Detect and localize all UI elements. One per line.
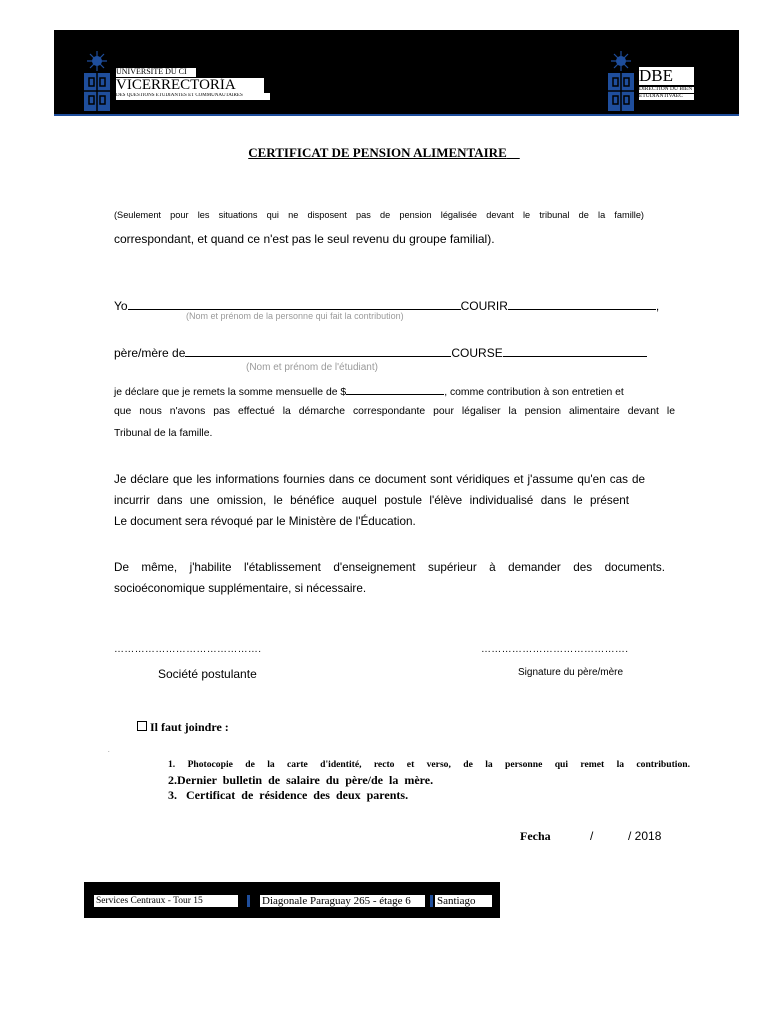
dbe-subtitle-line1: DIRECTION DU BIEN [639, 87, 693, 92]
attach-item-3: 3. Certificat de résidence des deux parents. [168, 788, 409, 802]
signature-dots-left: ……………………………………. [114, 644, 262, 655]
footer-city: Santiago [435, 895, 492, 907]
intro-line-2: correspondant, et quand ce n'est pas le seul revenu du groupe familial). [114, 232, 495, 246]
footer-address: Diagonale Paraguay 265 - étage 6 [260, 895, 425, 907]
footer-office: Services Centraux - Tour 15 [94, 895, 238, 907]
attach-heading: Il faut joindre : [137, 720, 229, 735]
truth-line-1: Je déclare que les informations fournies dans ce document sont véridiques et j'assume qu'en cas de [114, 473, 645, 486]
university-crest-icon [606, 42, 636, 122]
university-name: UNIVERSITÉ DU CI [116, 68, 196, 77]
yo-hint: (Nom et prénom de la personne qui fait la contribution) [186, 311, 404, 321]
courir-field[interactable] [508, 298, 656, 310]
parent-hint: (Nom et prénom de l'étudiant) [246, 362, 378, 373]
checkbox-icon [137, 721, 147, 731]
dbe-subtitle-line2: ÉTUDIANTIVAEC [639, 94, 694, 100]
student-name-field[interactable] [185, 345, 451, 357]
applicant-label: Société postulante [158, 667, 257, 681]
attach-item-2: 2.Dernier bulletin de salaire du père/de la mère. [168, 773, 434, 787]
yo-row: Yo COURIR , [114, 299, 660, 313]
parent-label: père/mère de [114, 346, 186, 360]
header-rule [54, 114, 739, 116]
truth-line-3: Le document sera révoqué par le Ministère de l'Éducation. [114, 515, 416, 528]
signature-dots-right: ……………………………………. [481, 644, 629, 655]
stray-dot: . [108, 748, 110, 754]
declaration-line-2: que nous n'avons pas effectué la démarche correspondante pour légaliser la pension alimentaire devant le [114, 406, 675, 417]
yo-label: Yo [114, 299, 128, 313]
course-field[interactable] [503, 345, 647, 357]
date-label: Fecha [520, 829, 551, 843]
footer-separator [247, 895, 250, 907]
yo-name-field[interactable] [128, 298, 461, 310]
attach-item-1: 1. Photocopie de la carte d'identité, recto et verso, de la personne qui remet la contribution. [168, 759, 690, 770]
amount-field[interactable] [346, 385, 444, 395]
university-crest-icon [82, 42, 112, 122]
date-year: / 2018 [628, 829, 662, 843]
parent-row [114, 345, 647, 360]
declaration-line-1: je déclare que je remets la somme mensuelle de $ , comme contribution à son entretien et [114, 387, 624, 398]
office-subtitle: DES QUESTIONS ÉTUDIANTES ET COMMUNAUTAIRES [116, 93, 270, 100]
parent-signature-label: Signature du père/mère [518, 667, 624, 678]
document-title: CERTIFICAT DE PENSION ALIMENTAIRE [248, 145, 507, 160]
course-label: COURSE [451, 346, 503, 360]
authorize-line-1: De même, j'habilite l'établissement d'enseignement supérieur à demander des documents. [114, 561, 665, 574]
declaration-line-3: Tribunal de la famille. [114, 428, 213, 439]
dbe-name: DBE [639, 67, 694, 85]
courir-label: COURIR [460, 299, 508, 313]
footer-separator [430, 895, 433, 907]
date-slash: / [590, 829, 594, 843]
office-name: VICERRECTORÍA [116, 78, 264, 93]
intro-line-1: (Seulement pour les situations qui ne disposent pas de pension légalisée devant le tribunal de la famille) [114, 210, 644, 220]
authorize-line-2: socioéconomique supplémentaire, si nécessaire. [114, 582, 367, 595]
truth-line-2: incurrir dans une omission, le bénéfice auquel postule l'élève individualisé dans le présent [114, 494, 629, 507]
